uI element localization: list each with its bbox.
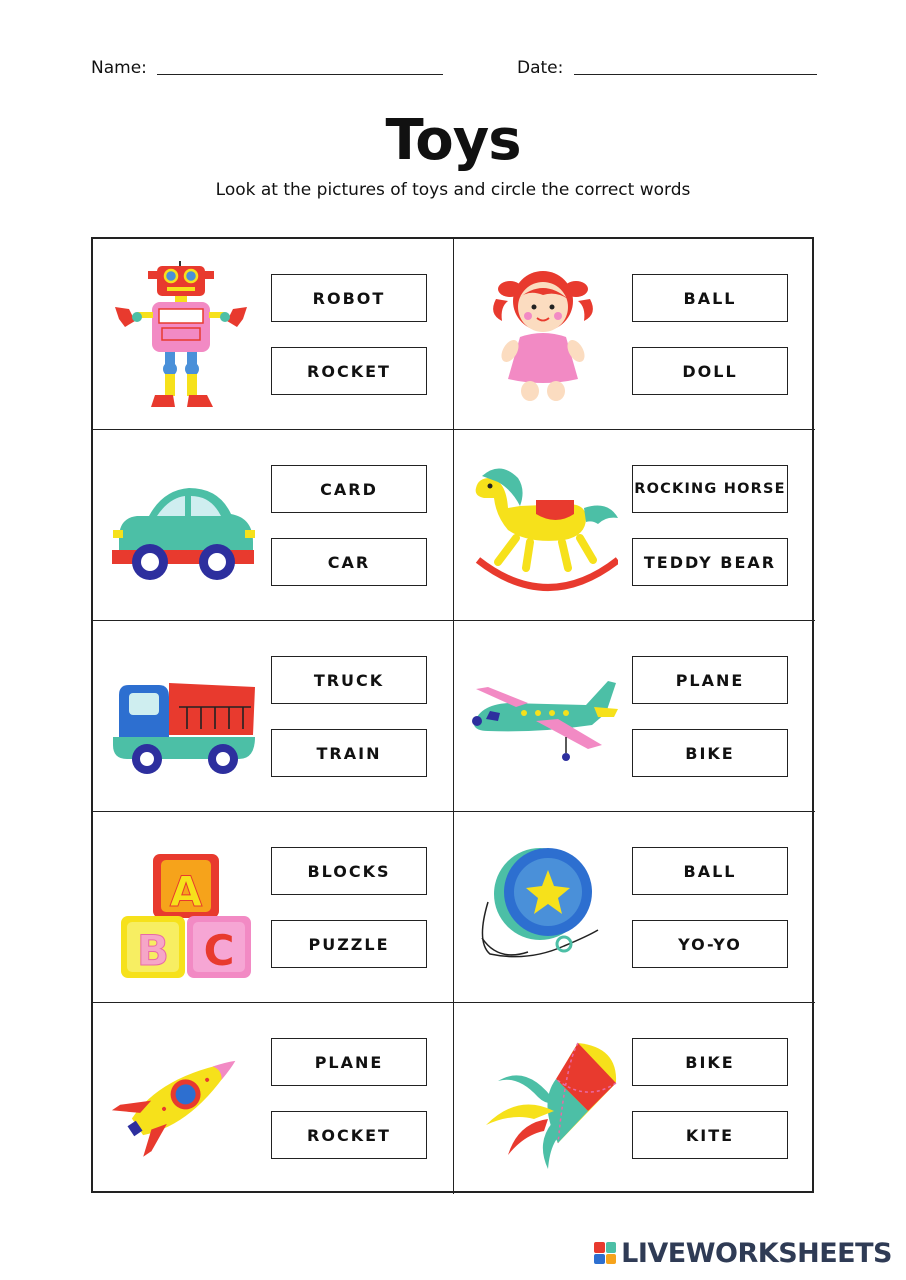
liveworksheets-logo[interactable]: [594, 1238, 892, 1268]
word-option[interactable]: TEDDY BEAR: [632, 538, 788, 586]
word-option[interactable]: PLANE: [632, 656, 788, 704]
word-option[interactable]: KITE: [632, 1111, 788, 1159]
item-cell-car: [93, 430, 454, 621]
item-cell-blocks: [93, 812, 454, 1003]
word-option[interactable]: BALL: [632, 847, 788, 895]
date-field[interactable]: [574, 74, 817, 75]
kite-icon: [468, 1023, 618, 1173]
page-title: Toys: [385, 108, 521, 173]
item-cell-doll: [454, 239, 815, 430]
logo-text: LIVEWORKSHEETS: [621, 1237, 892, 1269]
item-cell-truck: [93, 621, 454, 812]
plane-icon: [468, 641, 618, 791]
item-cell-rocking-horse: [454, 430, 815, 621]
toy-grid: [91, 237, 814, 1193]
word-option[interactable]: CAR: [271, 538, 427, 586]
item-cell-robot: [93, 239, 454, 430]
word-option[interactable]: PUZZLE: [271, 920, 427, 968]
rocking-horse-icon: [468, 450, 618, 600]
car-icon: [107, 450, 257, 600]
logo-mark-icon: [594, 1242, 616, 1264]
word-option[interactable]: BLOCKS: [271, 847, 427, 895]
name-date-row: [0, 56, 906, 86]
word-option[interactable]: DOLL: [632, 347, 788, 395]
word-option[interactable]: BIKE: [632, 729, 788, 777]
name-label: Name:: [91, 58, 147, 78]
rocket-icon: [107, 1023, 257, 1173]
word-option[interactable]: ROCKING HORSE: [632, 465, 788, 513]
abc-blocks-icon: [107, 832, 257, 982]
word-option[interactable]: CARD: [271, 465, 427, 513]
block-letter-a: A: [169, 867, 203, 916]
item-cell-rocket: [93, 1003, 454, 1194]
name-field[interactable]: [157, 74, 443, 75]
word-option[interactable]: YO-YO: [632, 920, 788, 968]
instructions: Look at the pictures of toys and circle the correct words: [215, 180, 691, 200]
word-option[interactable]: ROCKET: [271, 347, 427, 395]
date-label: Date:: [517, 58, 564, 78]
word-option[interactable]: PLANE: [271, 1038, 427, 1086]
word-option[interactable]: TRUCK: [271, 656, 427, 704]
doll-icon: [468, 259, 618, 409]
truck-icon: [107, 641, 257, 791]
item-cell-kite: [454, 1003, 815, 1194]
word-option[interactable]: ROCKET: [271, 1111, 427, 1159]
word-option[interactable]: BIKE: [632, 1038, 788, 1086]
word-option[interactable]: TRAIN: [271, 729, 427, 777]
word-option[interactable]: ROBOT: [271, 274, 427, 322]
block-letter-c: C: [203, 926, 235, 975]
word-option[interactable]: BALL: [632, 274, 788, 322]
yo-yo-icon: [468, 832, 618, 982]
robot-icon: [107, 259, 257, 409]
block-letter-b: B: [136, 926, 170, 975]
item-cell-yo-yo: [454, 812, 815, 1003]
item-cell-plane: [454, 621, 815, 812]
